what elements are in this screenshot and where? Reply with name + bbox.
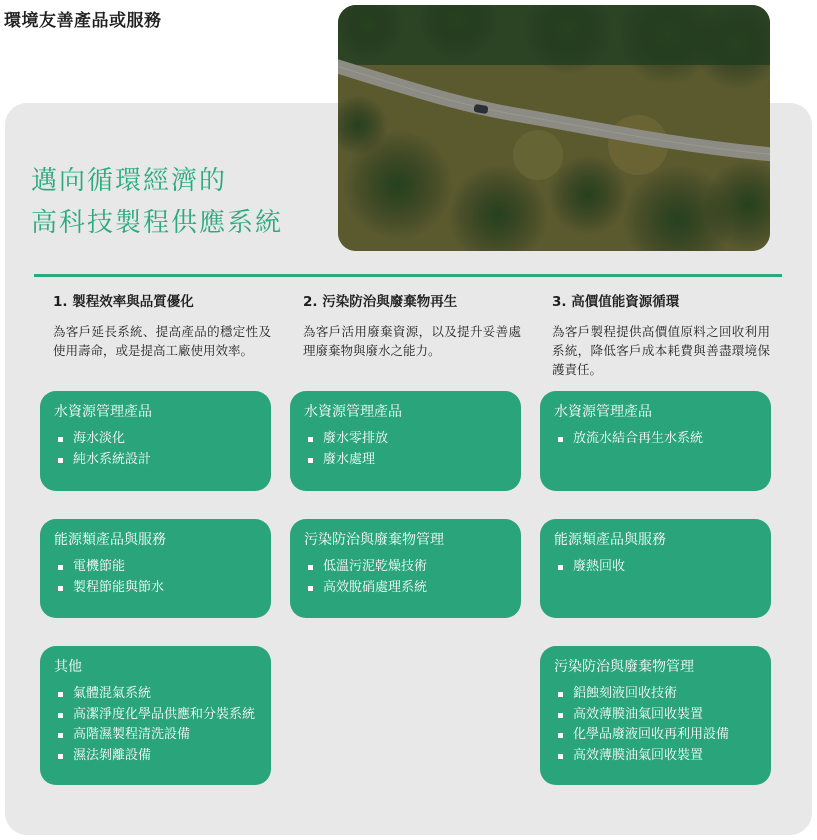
list-item: 高階濕製程清洗設備: [58, 725, 271, 746]
column-1-description: 為客戶延長系統、提高產品的穩定性及使用壽命，或是提高工廠使用效率。: [53, 324, 271, 358]
card-energy-products-services: [540, 519, 771, 618]
headline: [31, 160, 283, 244]
section-divider: [34, 274, 782, 277]
card-item-list: [554, 429, 771, 450]
card-title: 其他: [54, 659, 82, 675]
card-item-list: [304, 429, 521, 470]
bullet-icon: [308, 565, 313, 570]
page-title: 環境友善產品或服務: [4, 11, 162, 31]
list-item: 高效脫硝處理系統: [308, 578, 521, 599]
list-item: 放流水結合再生水系統: [558, 429, 771, 450]
list-item: 化學品廢液回收再利用設備: [558, 725, 771, 746]
column-3-description: 為客戶製程提供高價值原料之回收利用系統，降低客戶成本耗費與善盡環境保護責任。: [552, 324, 770, 377]
card-item-list: [554, 557, 771, 578]
list-item: 高效薄膜油氣回收裝置: [558, 705, 771, 726]
column-2-description: 為客戶活用廢棄資源，以及提升妥善處理廢棄物與廢水之能力。: [303, 324, 521, 358]
list-item: 廢水處理: [308, 450, 521, 471]
list-item: 廢熱回收: [558, 557, 771, 578]
bullet-icon: [308, 437, 313, 442]
bullet-icon: [58, 733, 63, 738]
bullet-icon: [308, 586, 313, 591]
list-item: 高效薄膜油氣回收裝置: [558, 746, 771, 767]
headline-line-1: 邁向循環經濟的: [31, 166, 228, 196]
bullet-icon: [58, 565, 63, 570]
card-title: 污染防治與廢棄物管理: [304, 532, 444, 548]
bullet-icon: [558, 733, 563, 738]
card-title: 水資源管理產品: [304, 404, 402, 420]
bullet-icon: [58, 713, 63, 718]
card-item-list: [54, 429, 271, 470]
list-item: 電機節能: [58, 557, 271, 578]
card-title: 能源類產品與服務: [554, 532, 666, 548]
card-item-list: [54, 557, 271, 598]
card-energy-products-services: [40, 519, 271, 618]
list-item: 廢水零排放: [308, 429, 521, 450]
card-other: [40, 646, 271, 785]
column-3-heading: 3. 高價值能資源循環: [552, 294, 680, 310]
card-title: 水資源管理產品: [54, 404, 152, 420]
card-item-list: [54, 684, 271, 766]
bullet-icon: [558, 437, 563, 442]
card-water-resource-products: [540, 391, 771, 491]
column-1-heading: 1. 製程效率與品質優化: [53, 294, 194, 310]
bullet-icon: [58, 692, 63, 697]
card-title: 能源類產品與服務: [54, 532, 166, 548]
card-item-list: [554, 684, 771, 766]
bullet-icon: [558, 713, 563, 718]
card-water-resource-products: [40, 391, 271, 491]
card-pollution-waste-management: [540, 646, 771, 785]
card-item-list: [304, 557, 521, 598]
bullet-icon: [58, 754, 63, 759]
card-title: 污染防治與廢棄物管理: [554, 659, 694, 675]
bullet-icon: [58, 437, 63, 442]
bullet-icon: [58, 458, 63, 463]
aerial-road-forest-photo: [338, 5, 770, 251]
bullet-icon: [58, 586, 63, 591]
card-water-resource-products: [290, 391, 521, 491]
list-item: 海水淡化: [58, 429, 271, 450]
bullet-icon: [558, 565, 563, 570]
headline-line-2: 高科技製程供應系統: [31, 208, 284, 238]
column-2-heading: 2. 污染防治與廢棄物再生: [303, 294, 458, 310]
card-title: 水資源管理產品: [554, 404, 652, 420]
card-pollution-waste-management: [290, 519, 521, 618]
bullet-icon: [308, 458, 313, 463]
list-item: 濕法剝離設備: [58, 746, 271, 767]
bullet-icon: [558, 754, 563, 759]
list-item: 純水系統設計: [58, 450, 271, 471]
list-item: 氣體混氣系統: [58, 684, 271, 705]
list-item: 高潔淨度化學品供應和分裝系統: [58, 705, 271, 726]
list-item: 低溫污泥乾燥技術: [308, 557, 521, 578]
bullet-icon: [558, 692, 563, 697]
list-item: 鋁蝕刻液回收技術: [558, 684, 771, 705]
list-item: 製程節能與節水: [58, 578, 271, 599]
